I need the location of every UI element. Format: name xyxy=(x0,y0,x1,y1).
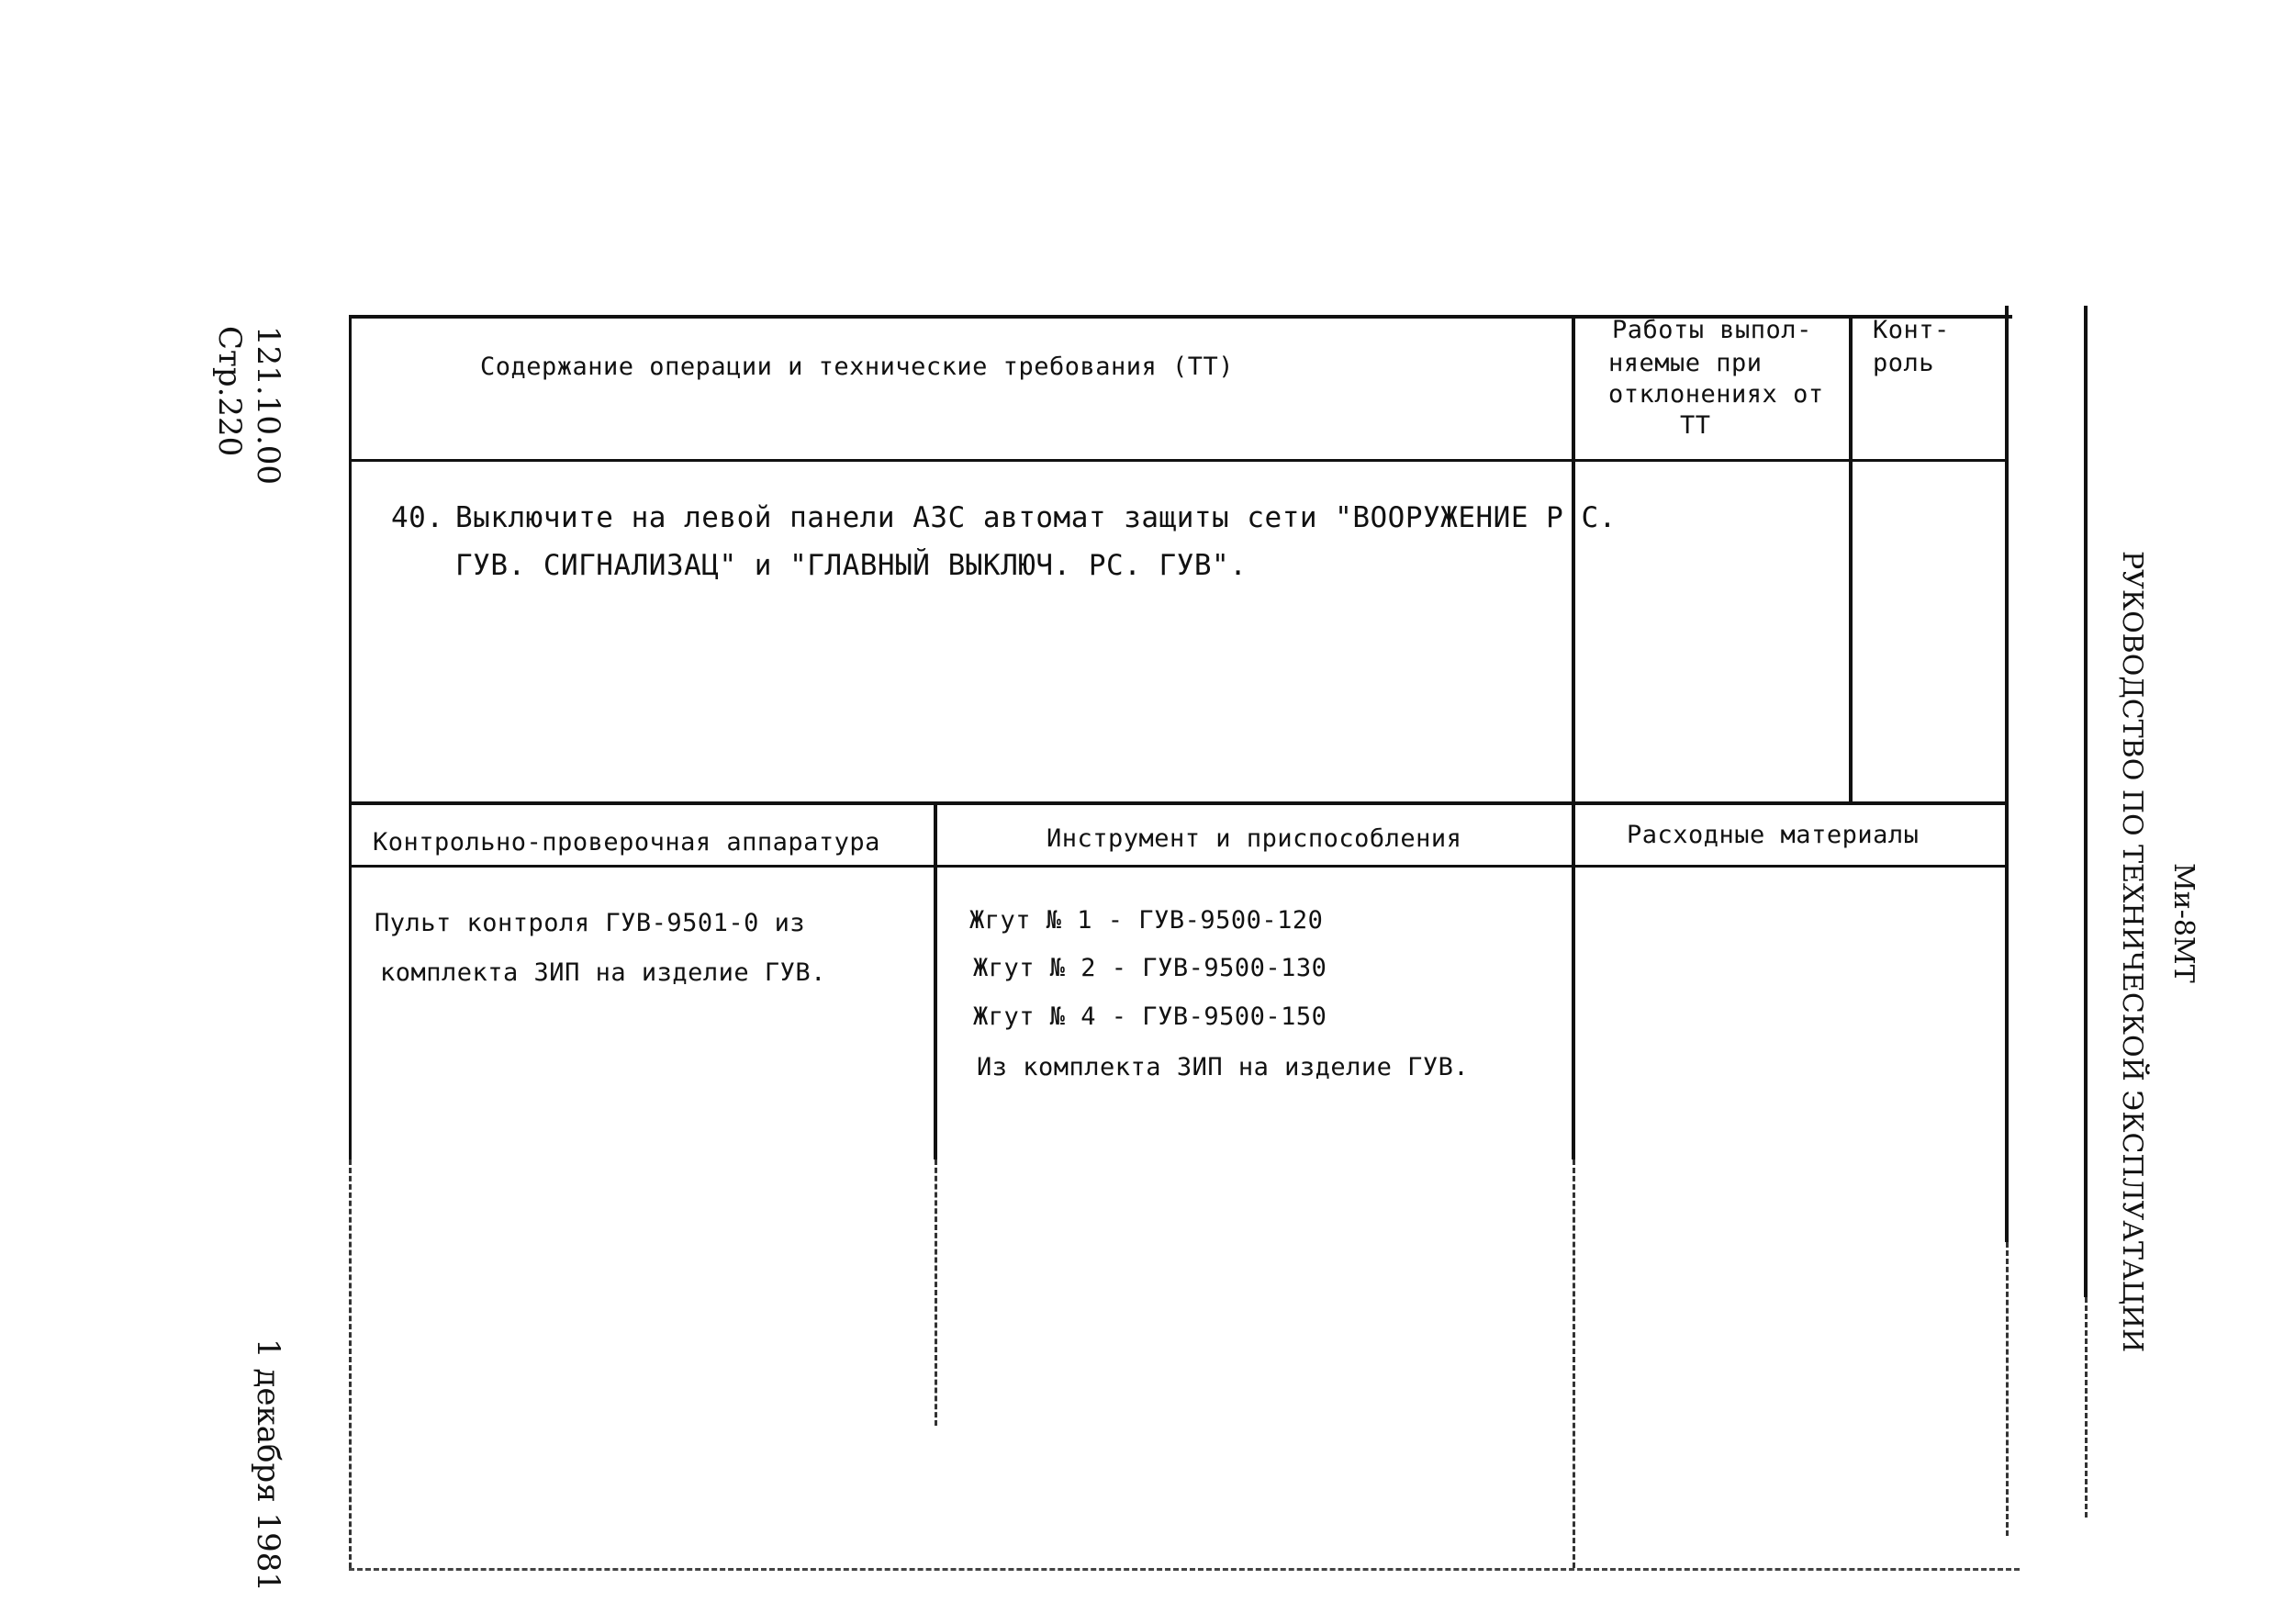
operation-line-2: ГУВ. СИГНАЛИЗАЦ" и "ГЛАВНЫЙ ВЫКЛЮЧ. РС. ГУВ". xyxy=(455,549,1248,582)
aircraft-model: Ми-8МТ xyxy=(2167,863,2200,983)
manual-title: РУКОВОДСТВО ПО ТЕХНИЧЕСКОЙ ЭКСПЛУАТАЦИИ xyxy=(2116,551,2148,1353)
issue-date: 1 декабря 1981 xyxy=(250,1338,286,1593)
header-test-equipment: Контрольно-проверочная аппаратура xyxy=(373,828,880,857)
list-item: Жгут № 1 - ГУВ-9500-120 xyxy=(969,906,1324,935)
right-margin-rule-dashed xyxy=(2085,1297,2088,1518)
list-item: Из комплекта ЗИП на изделие ГУВ. xyxy=(977,1053,1470,1081)
operation-number: 40. xyxy=(391,501,444,534)
list-item: Пульт контроля ГУВ-9501-0 из xyxy=(375,909,806,937)
page-number: Стр.220 xyxy=(211,326,248,457)
doc-code: 121.10.00 xyxy=(250,326,286,486)
header-consumables: Расходные материалы xyxy=(1627,821,1920,849)
right-margin-rule xyxy=(2084,306,2088,1297)
list-item: комплекта ЗИП на изделие ГУВ. xyxy=(380,958,826,987)
list-item: Жгут № 2 - ГУВ-9500-130 xyxy=(973,954,1327,982)
header-content-col: Содержание операции и технические требования (ТТ) xyxy=(480,353,1235,381)
list-item: Жгут № 4 - ГУВ-9500-150 xyxy=(973,1002,1327,1031)
operation-line-1: Выключите на левой панели АЗС автомат защиты сети "ВООРУЖЕНИЕ Р С. xyxy=(455,501,1617,534)
header-tools: Инструмент и приспособления xyxy=(1047,824,1462,853)
